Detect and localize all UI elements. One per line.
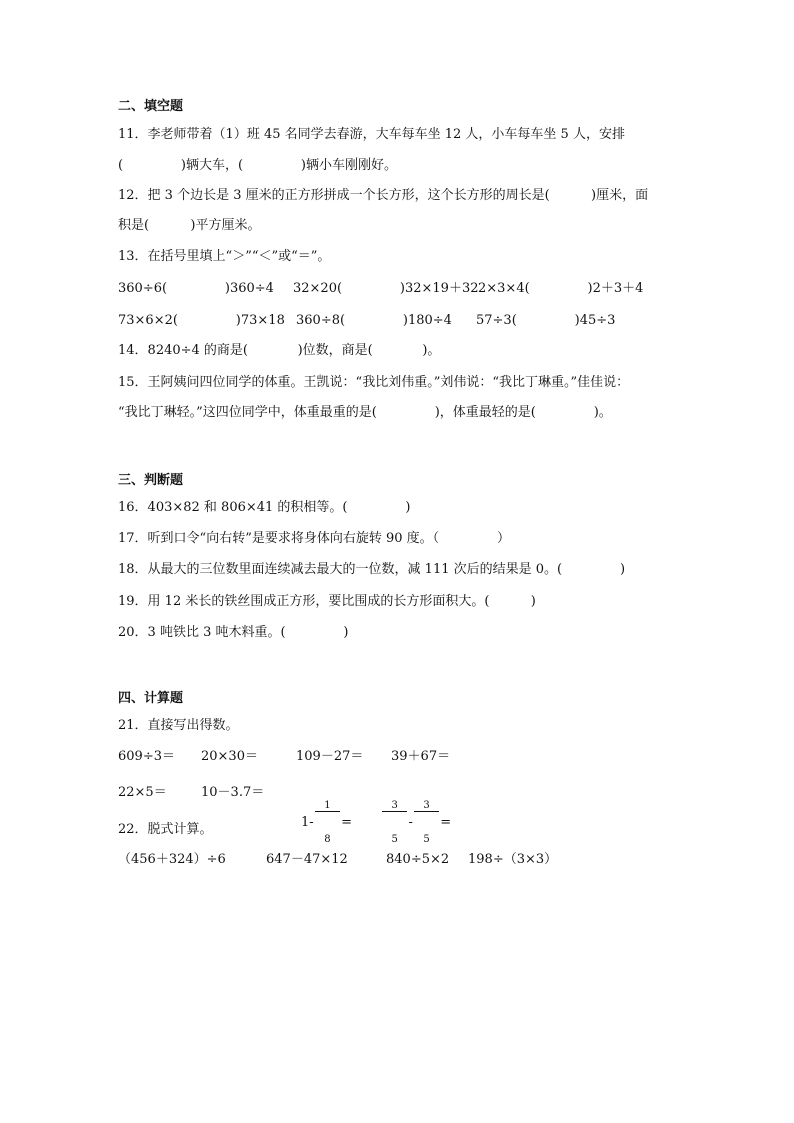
question-12-line-1: 12．把 3 个边长是 3 厘米的正方形拼成一个长方形，这个长方形的周长是( )厘米，面	[118, 188, 649, 203]
calc-item: 22×5＝	[118, 785, 167, 800]
compare-item: 360÷8( )180÷4	[296, 313, 452, 328]
question-15-line-2: “我比丁琳轻。”这四位同学中，体重最重的是( )，体重最轻的是( )。	[118, 405, 612, 420]
question-11-line-1: 11．李老师带着（1）班 45 名同学去春游，大车每车坐 12 人，小车每车坐 5 人，安排	[118, 127, 625, 142]
calc-item: 609÷3＝	[118, 749, 175, 764]
question-13: 13．在括号里填上“＞”“＜”或“＝”。	[118, 249, 331, 264]
denominator: 5	[391, 834, 398, 845]
compare-item: 32×20( )32×19＋32	[293, 281, 479, 296]
calc-item: 10－3.7＝	[201, 785, 265, 800]
question-15-line-1: 15．王阿姨问四位同学的体重。王凯说：“我比刘伟重。”刘伟说：“我比丁琳重。”佳佳说：	[118, 375, 630, 390]
numerator: 3	[414, 800, 439, 812]
question-11-line-2: ( )辆大车，( )辆小车刚刚好。	[118, 158, 397, 173]
question-19: 19．用 12 米长的铁丝围成正方形，要比围成的长方形面积大。( )	[118, 594, 536, 609]
numerator: 3	[382, 800, 407, 812]
calc-item: 39＋67＝	[391, 749, 451, 764]
section-3-title: 三、判断题	[118, 473, 184, 488]
question-17: 17．听到口令“向右转”是要求将身体向右旋转 90 度。（ ）	[118, 531, 510, 546]
calc-item: 647－47×12	[266, 852, 348, 867]
whole-part: 1-	[301, 814, 314, 830]
question-22: 22．脱式计算。	[118, 822, 213, 837]
calc-item: 840÷5×2	[386, 852, 450, 867]
section-4-title: 四、计算题	[118, 691, 184, 706]
calc-item: 198÷（3×3）	[468, 852, 558, 867]
compare-item: 57÷3( )45÷3	[476, 313, 616, 328]
question-18: 18．从最大的三位数里面连续减去最大的一位数，减 111 次后的结果是 0。( )	[118, 562, 626, 577]
compare-item: 2×3×4( )2＋3＋4	[478, 281, 644, 296]
minus-sign: -	[408, 814, 413, 830]
question-21: 21．直接写出得数。	[118, 718, 239, 733]
calc-item: （456＋324）÷6	[118, 852, 226, 867]
calc-item: 109－27＝	[296, 749, 364, 764]
calc-item: 20×30＝	[201, 749, 258, 764]
denominator: 8	[324, 834, 331, 845]
question-12-line-2: 积是( )平方厘米。	[118, 218, 261, 233]
denominator: 5	[423, 834, 430, 845]
compare-item: 360÷6( )360÷4	[118, 281, 274, 296]
section-2-title: 二、填空题	[118, 99, 184, 114]
question-16: 16．403×82 和 806×41 的积相等。( )	[118, 500, 411, 515]
equals-sign: =	[341, 814, 353, 830]
question-20: 20．3 吨铁比 3 吨木料重。( )	[118, 625, 349, 640]
equals-sign: =	[440, 814, 452, 830]
numerator: 1	[315, 800, 340, 812]
compare-item: 73×6×2( )73×18	[118, 313, 285, 328]
question-14: 14．8240÷4 的商是( )位数，商是( )。	[118, 343, 441, 358]
